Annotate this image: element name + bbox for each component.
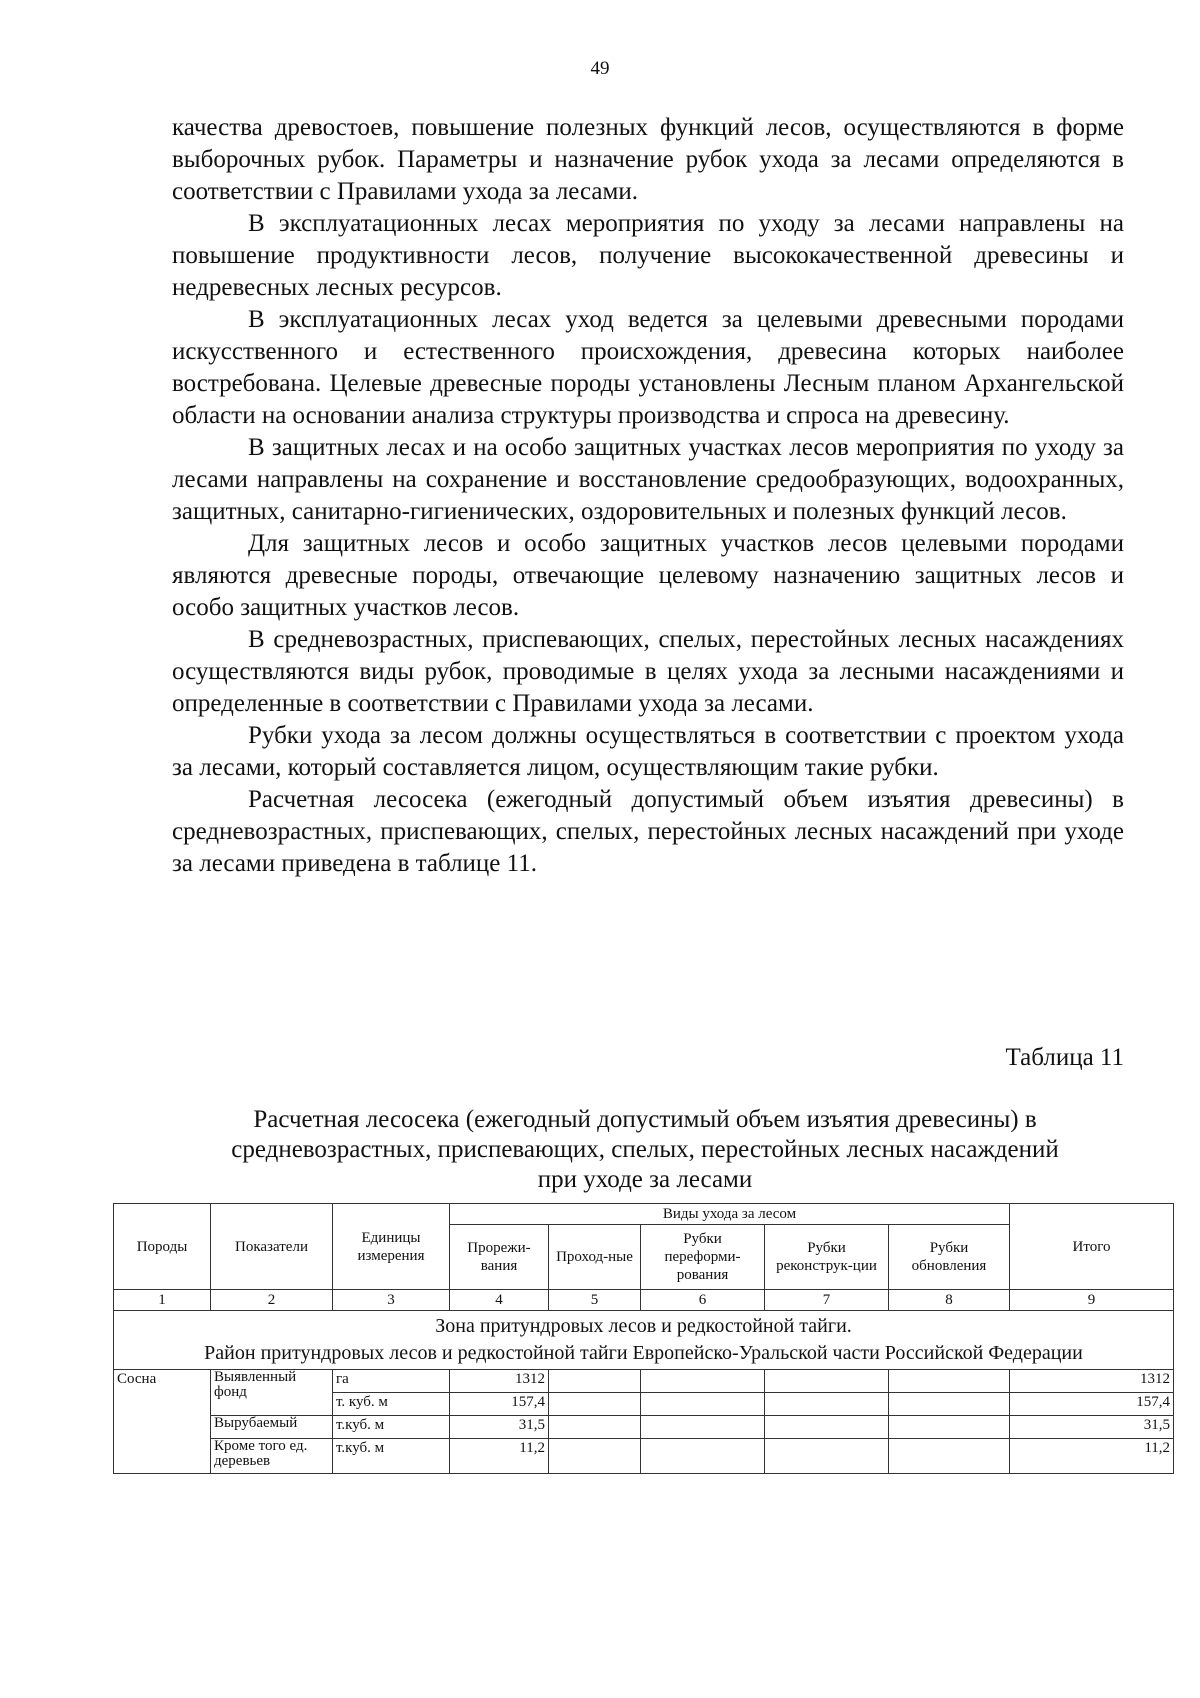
paragraph: В эксплуатационных лесах мероприятия по уходу за лесами направлены на повышение продуктивности лесов, получение высококачественной древесины и недревесных лесных ресурсов. (172, 210, 1124, 301)
header-units: Единицы измерения (333, 1204, 450, 1290)
column-number: 7 (765, 1290, 889, 1311)
table-row (114, 1439, 1174, 1474)
column-number: 5 (549, 1290, 641, 1311)
page-number: 49 (590, 58, 610, 79)
header-reconstruction: Рубки реконструк-ции (765, 1225, 889, 1290)
unit-cell: т.куб. м (333, 1416, 450, 1439)
empty-cell (641, 1370, 765, 1393)
zone-line: Зона притундровых лесов и редкостойной тайги. (435, 1315, 852, 1337)
empty-cell (889, 1416, 1010, 1439)
empty-cell (765, 1393, 889, 1416)
total-cell: 31,5 (1010, 1416, 1174, 1439)
indicator-cell: Выявленный фонд (211, 1370, 333, 1416)
empty-cell (889, 1393, 1010, 1416)
header-total: Итого (1010, 1204, 1174, 1290)
empty-cell (765, 1416, 889, 1439)
table-title: Расчетная лесосека (ежегодный допустимый объем изъятия древесины) в средневозрастных, приспевающих, спелых, перестойных лесных насаждений при уходе за лесами (231, 1106, 1059, 1193)
column-number: 6 (641, 1290, 765, 1311)
table-label: Таблица 11 (1005, 1044, 1124, 1071)
indicator-cell: Кроме того ед. деревьев (211, 1439, 333, 1474)
header-indicators: Показатели (211, 1204, 333, 1290)
total-cell: 157,4 (1010, 1393, 1174, 1416)
body-text (172, 112, 1124, 880)
unit-cell: т. куб. м (333, 1393, 450, 1416)
thinning-cell: 31,5 (450, 1416, 549, 1439)
empty-cell (549, 1370, 641, 1393)
empty-cell (549, 1439, 641, 1474)
empty-cell (641, 1393, 765, 1416)
header-care-types: Виды ухода за лесом (450, 1204, 1010, 1225)
table-row (114, 1370, 1174, 1393)
total-cell: 1312 (1010, 1370, 1174, 1393)
paragraph: качества древостоев, повышение полезных функций лесов, осуществляются в форме выборочных рубок. Параметры и назначение рубок ухода за лесами определяются в соответствии с Правилами ухода за лесами. (172, 114, 1124, 205)
thinning-cell: 11,2 (450, 1439, 549, 1474)
header-passing: Проход-ные (549, 1225, 641, 1290)
empty-cell (641, 1416, 765, 1439)
column-number: 3 (333, 1290, 450, 1311)
table-row (114, 1416, 1174, 1439)
paragraph: Рубки ухода за лесом должны осуществляться в соответствии с проектом ухода за лесами, который составляется лицом, осуществляющим такие рубки. (172, 722, 1124, 781)
column-number: 9 (1010, 1290, 1174, 1311)
empty-cell (641, 1439, 765, 1474)
empty-cell (549, 1393, 641, 1416)
total-cell: 11,2 (1010, 1439, 1174, 1474)
column-number: 1 (114, 1290, 211, 1311)
header-reformation: Рубки переформи-рования (641, 1225, 765, 1290)
unit-cell: т.куб. м (333, 1439, 450, 1474)
empty-cell (765, 1439, 889, 1474)
empty-cell (549, 1416, 641, 1439)
zone-heading (114, 1311, 1174, 1370)
header-thinning: Прорежи-вания (450, 1225, 549, 1290)
empty-cell (889, 1370, 1010, 1393)
zone-line: Район притундровых лесов и редкостойной тайги Европейско-Уральской части Российской Федерации (204, 1342, 1083, 1364)
paragraph: Расчетная лесосека (ежегодный допустимый объем изъятия древесины) в средневозрастных, приспевающих, спелых, перестойных лесных насаждений при уходе за лесами приведена в таблице 11. (172, 786, 1124, 877)
species-cell: Сосна (114, 1370, 211, 1474)
column-number: 2 (211, 1290, 333, 1311)
thinning-cell: 157,4 (450, 1393, 549, 1416)
indicator-cell: Вырубаемый (211, 1416, 333, 1439)
paragraph: В эксплуатационных лесах уход ведется за целевыми древесными породами искусственного и естественного происхождения, древесина которых наиболее востребована. Целевые древесные породы установлены Лесным планом Архангельской области на основании анализа структуры производства и спроса на древесину. (172, 306, 1124, 429)
paragraph: В защитных лесах и на особо защитных участках лесов мероприятия по уходу за лесами направлены на сохранение и восстановление средообразующих, водоохранных, защитных, санитарно-гигиенических, оздоровительных и полезных функций лесов. (172, 434, 1124, 525)
header-renewal: Рубки обновления (889, 1225, 1010, 1290)
paragraph: Для защитных лесов и особо защитных участков лесов целевыми породами являются древесные породы, отвечающие целевому назначению защитных лесов и особо защитных участков лесов. (172, 530, 1124, 621)
thinning-cell: 1312 (450, 1370, 549, 1393)
forest-care-table (113, 1203, 1174, 1474)
column-number: 4 (450, 1290, 549, 1311)
column-number: 8 (889, 1290, 1010, 1311)
empty-cell (765, 1370, 889, 1393)
unit-cell: га (333, 1370, 450, 1393)
paragraph: В средневозрастных, приспевающих, спелых, перестойных лесных насаждениях осуществляются виды рубок, проводимые в целях ухода за лесными насаждениями и определенные в соответствии с Правилами ухода за лесами. (172, 626, 1124, 717)
empty-cell (889, 1439, 1010, 1474)
header-species: Породы (114, 1204, 211, 1290)
